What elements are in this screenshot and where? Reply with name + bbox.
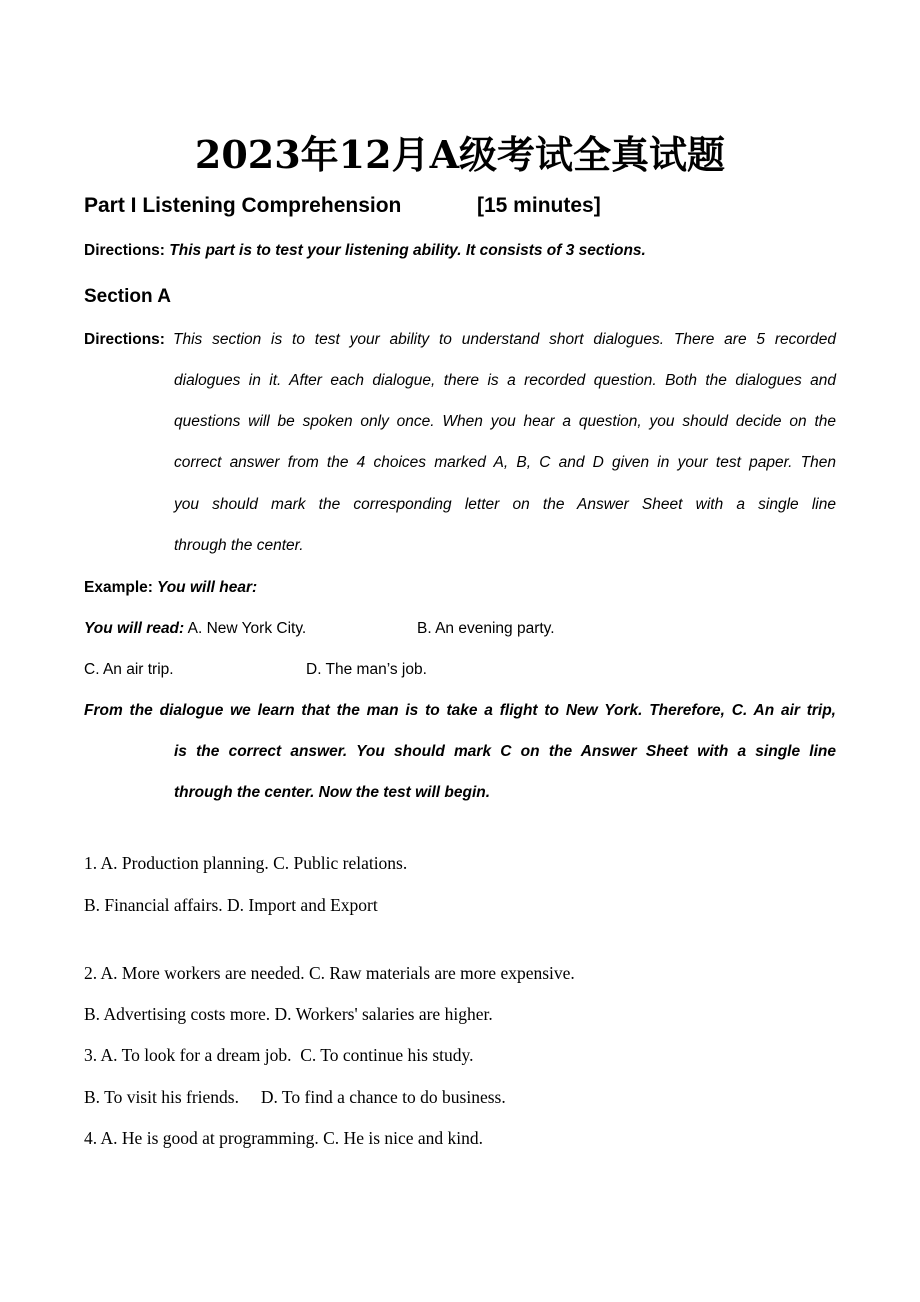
part-time-limit: [15 minutes] (477, 194, 601, 217)
section-directions-line: dialogues in it. After each dialogue, there is a recorded question. Both the dialogues and (174, 372, 836, 389)
example-read (84, 620, 306, 638)
part-directions (84, 242, 646, 260)
section-directions-label: Directions: (84, 331, 165, 348)
example-option-d: D. The man’s job. (306, 661, 427, 678)
section-directions-line: you should mark the corresponding letter on the Answer Sheet with a single line (174, 496, 836, 513)
question-line: B. Financial affairs. D. Import and Export (84, 895, 378, 915)
example-explanation-line: through the center. Now the test will begin. (174, 784, 491, 801)
section-directions-line: This section is to test your ability to understand short dialogues. There are 5 recorded (173, 331, 836, 348)
directions-label: Directions: (84, 242, 165, 259)
directions-text: This part is to test your listening ability. It consists of 3 sections. (164, 242, 646, 259)
question-line: 4. A. He is good at programming. C. He is nice and kind. (84, 1128, 484, 1148)
section-directions-line: through the center. (174, 537, 304, 554)
question-line: 3. A. To look for a dream job. C. To continue his study. (84, 1045, 474, 1065)
example-option-b: B. An evening party. (417, 620, 555, 637)
question-line: 2. A. More workers are needed. C. Raw materials are more expensive. (84, 963, 575, 983)
example-label: Example: (84, 579, 153, 596)
page-title: 2023年12月A级考试全真试题 (194, 132, 726, 177)
example-explanation-line: is the correct answer. You should mark C on the Answer Sheet with a single line (174, 743, 836, 760)
example-hear (84, 579, 257, 597)
example-option-a: A. New York City. (184, 620, 307, 637)
section-heading: Section A (84, 286, 171, 307)
section-directions-line: correct answer from the 4 choices marked A, B, C and D given in your test paper. Then (174, 454, 836, 471)
example-option-c: C. An air trip. (84, 661, 174, 678)
question-line: B. Advertising costs more. D. Workers' salaries are higher. (84, 1004, 493, 1024)
question-line: 1. A. Production planning. C. Public relations. (84, 853, 408, 873)
part-heading: Part I Listening Comprehension (84, 194, 402, 217)
example-read-label: You will read: (84, 620, 185, 637)
section-directions-line: questions will be spoken only once. When you hear a question, you should decide on the (174, 413, 836, 430)
example-hear-text: You will hear: (152, 579, 258, 596)
example-explanation-line: From the dialogue we learn that the man is to take a flight to New York. Therefore, C. An air trip, (84, 702, 836, 719)
question-line: B. To visit his friends. D. To find a chance to do business. (84, 1087, 506, 1107)
